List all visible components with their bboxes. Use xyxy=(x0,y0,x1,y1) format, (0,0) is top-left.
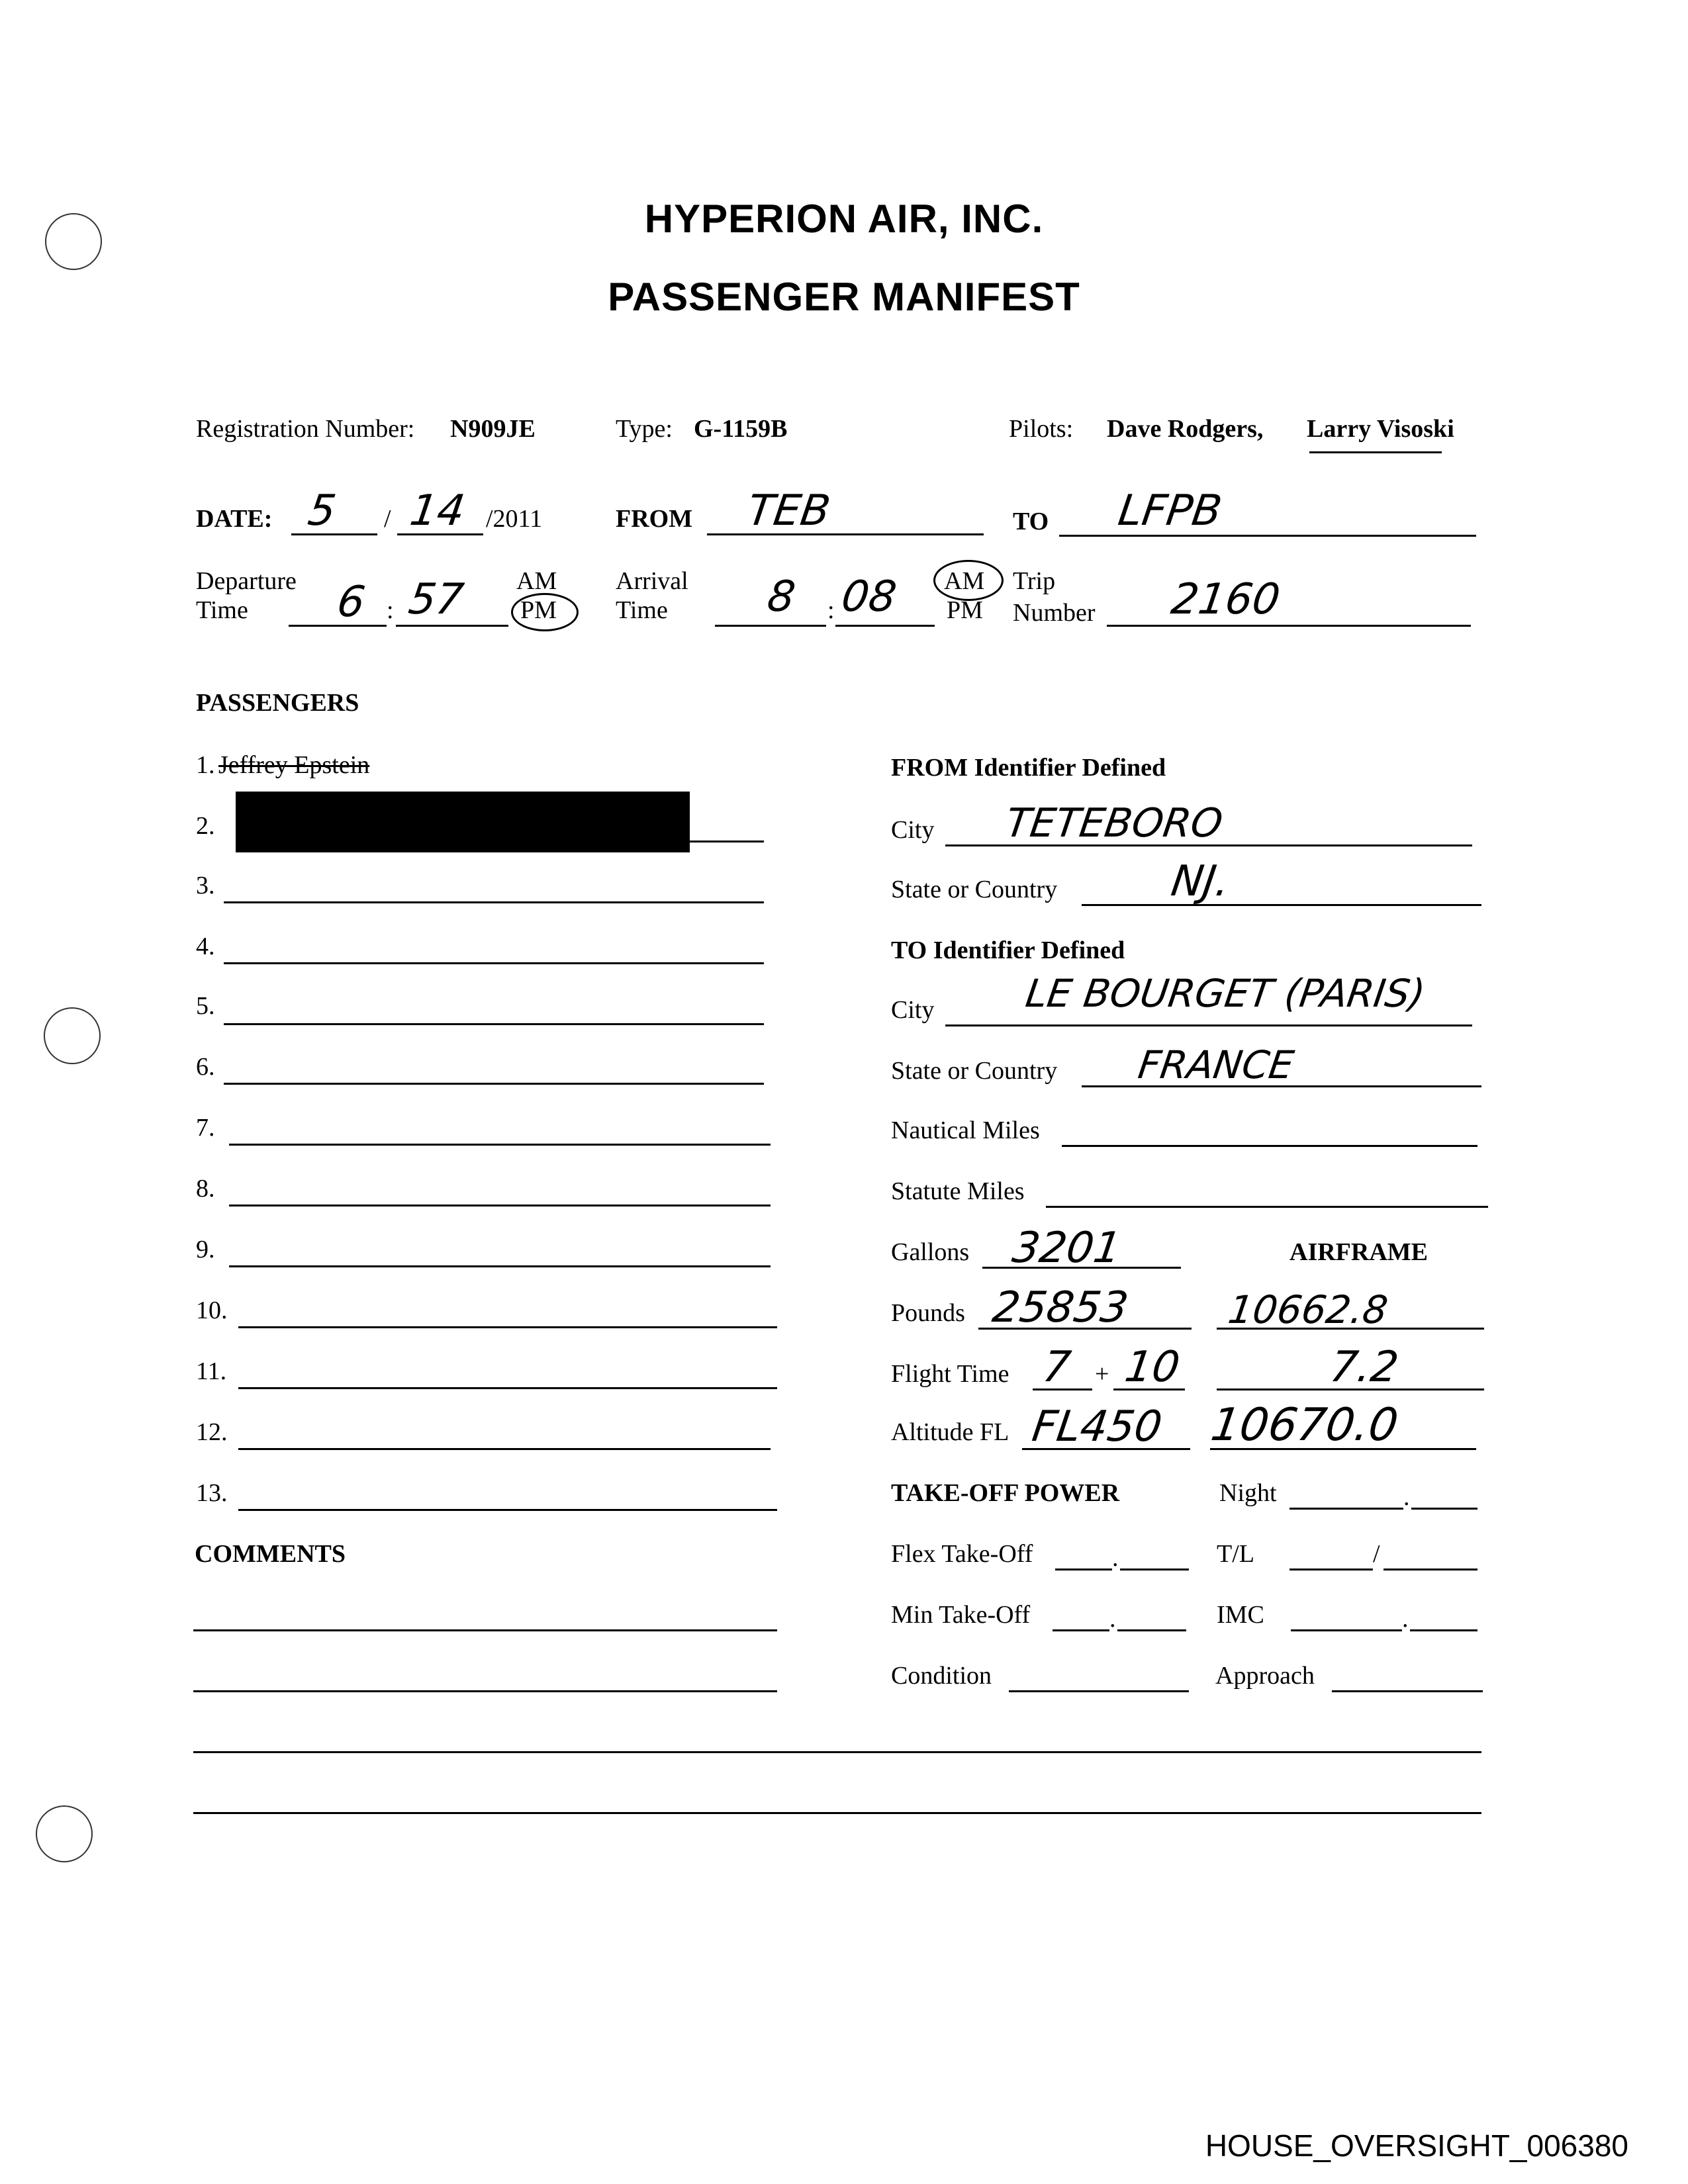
date-month: 5 xyxy=(305,486,339,535)
pounds-label: Pounds xyxy=(891,1299,965,1327)
passenger-8-number: 8. xyxy=(196,1175,215,1203)
departure-pm-circle xyxy=(511,593,579,631)
registration-label: Registration Number: xyxy=(196,415,415,443)
from-value: TEB xyxy=(744,486,833,535)
flight-time-label: Flight Time xyxy=(891,1360,1009,1388)
arrival-am: AM xyxy=(944,567,985,595)
punch-hole-bottom xyxy=(36,1805,93,1862)
approach-label: Approach xyxy=(1215,1662,1315,1690)
arrival-hour-line xyxy=(715,625,826,627)
pilots-label: Pilots: xyxy=(1009,415,1074,443)
statute-miles-line xyxy=(1046,1206,1488,1208)
flex-takeoff-label: Flex Take-Off xyxy=(891,1540,1033,1568)
departure-minute-line xyxy=(396,625,508,627)
arrival-colon: : xyxy=(827,596,835,624)
from-identifier-heading: FROM Identifier Defined xyxy=(891,754,1166,782)
passenger-5-line xyxy=(224,1023,764,1025)
comments-line-4 xyxy=(193,1812,1481,1814)
condition-label: Condition xyxy=(891,1662,992,1690)
to-label: TO xyxy=(1013,508,1049,535)
to-state-label: State or Country xyxy=(891,1057,1058,1085)
imc-line-1 xyxy=(1291,1629,1402,1631)
departure-minute: 57 xyxy=(405,575,467,624)
passenger-13-line xyxy=(238,1509,777,1511)
flex-dot: . xyxy=(1112,1544,1119,1572)
bates-number: HOUSE_OVERSIGHT_006380 xyxy=(1205,2128,1628,2163)
nautical-miles-label: Nautical Miles xyxy=(891,1116,1040,1144)
takeoff-heading: TAKE-OFF POWER xyxy=(891,1479,1120,1507)
date-label: DATE: xyxy=(196,505,273,533)
night-line-1 xyxy=(1289,1508,1403,1510)
arrival-pm: PM xyxy=(947,596,983,624)
from-city-label: City xyxy=(891,816,935,844)
statute-miles-label: Statute Miles xyxy=(891,1177,1025,1205)
form-title: PASSENGER MANIFEST xyxy=(608,275,1080,319)
passenger-9-line xyxy=(229,1265,771,1267)
pilot-2: Larry Visoski xyxy=(1307,415,1454,443)
comments-line-2 xyxy=(193,1690,777,1692)
punch-hole-middle xyxy=(44,1007,101,1064)
passenger-3-line xyxy=(224,901,764,903)
passenger-11-line xyxy=(238,1387,777,1389)
condition-line xyxy=(1009,1690,1189,1692)
passenger-6-line xyxy=(224,1083,764,1085)
arrival-am-circle xyxy=(933,560,1004,601)
min-dot: . xyxy=(1109,1605,1116,1633)
redaction-box xyxy=(236,792,690,852)
tl-slash: / xyxy=(1373,1540,1380,1568)
passenger-4-line xyxy=(224,962,764,964)
passenger-2-number: 2. xyxy=(196,812,215,840)
trip-label-1: Trip xyxy=(1013,567,1056,595)
night-line-2 xyxy=(1411,1508,1477,1510)
comments-line-1 xyxy=(193,1629,777,1631)
from-state-value: NJ. xyxy=(1168,857,1233,906)
arrival-minute: 08 xyxy=(838,572,900,621)
company-title: HYPERION AIR, INC. xyxy=(644,197,1044,241)
trip-number-line xyxy=(1107,625,1471,627)
date-sep: / xyxy=(384,505,391,533)
passenger-10-line xyxy=(238,1326,777,1328)
comments-line-3 xyxy=(193,1751,1481,1753)
flex-line-2 xyxy=(1120,1569,1189,1570)
tl-line-1 xyxy=(1289,1569,1373,1570)
passenger-1-name: Jeffrey Epstein xyxy=(218,751,370,779)
passenger-5-number: 5. xyxy=(196,992,215,1020)
registration-value: N909JE xyxy=(450,415,536,443)
departure-label-2: Time xyxy=(196,596,248,624)
arrival-label-2: Time xyxy=(616,596,668,624)
passenger-11-number: 11. xyxy=(196,1357,227,1385)
gallons-value: 3201 xyxy=(1009,1224,1125,1273)
to-city-label: City xyxy=(891,996,935,1024)
departure-pm: PM xyxy=(520,596,557,624)
from-state-line xyxy=(1082,904,1481,906)
approach-line xyxy=(1332,1690,1483,1692)
date-month-line xyxy=(291,533,377,535)
departure-label-1: Departure xyxy=(196,567,297,595)
passenger-8-line xyxy=(229,1205,771,1206)
to-city-value: LE BOURGET (PARIS) xyxy=(1023,971,1429,1016)
type-label: Type: xyxy=(616,415,673,443)
passenger-7-number: 7. xyxy=(196,1114,215,1142)
to-city-line xyxy=(945,1024,1472,1026)
passenger-12-line xyxy=(238,1448,771,1450)
pilot-2-underline xyxy=(1309,451,1442,453)
from-label: FROM xyxy=(616,505,693,533)
tl-label: T/L xyxy=(1217,1540,1254,1568)
to-state-value: FRANCE xyxy=(1135,1042,1297,1087)
type-value: G-1159B xyxy=(694,415,788,443)
to-identifier-heading: TO Identifier Defined xyxy=(891,936,1125,964)
arrival-minute-line xyxy=(835,625,935,627)
altitude-value: FL450 xyxy=(1029,1402,1165,1451)
passengers-heading: PASSENGERS xyxy=(196,689,359,717)
passenger-7-line xyxy=(229,1144,771,1146)
flex-line-1 xyxy=(1055,1569,1112,1570)
night-dot: . xyxy=(1403,1483,1410,1511)
airframe-altitude: 10670.0 xyxy=(1207,1399,1401,1451)
tl-line-2 xyxy=(1383,1569,1477,1570)
trip-number: 2160 xyxy=(1168,575,1284,624)
night-label: Night xyxy=(1219,1479,1277,1507)
imc-line-2 xyxy=(1410,1629,1477,1631)
date-year: /2011 xyxy=(486,505,543,533)
altitude-label: Altitude FL xyxy=(891,1418,1009,1446)
to-value: LFPB xyxy=(1115,486,1225,535)
from-city-value: TETEBORO xyxy=(1003,800,1226,846)
passenger-12-number: 12. xyxy=(196,1418,228,1446)
passenger-2-line xyxy=(690,841,764,842)
passenger-9-number: 9. xyxy=(196,1236,215,1263)
pilot-1: Dave Rodgers, xyxy=(1107,415,1264,443)
passenger-10-number: 10. xyxy=(196,1297,228,1324)
departure-colon: : xyxy=(387,596,394,624)
airframe-label: AIRFRAME xyxy=(1289,1238,1428,1266)
min-line-2 xyxy=(1117,1629,1186,1631)
imc-dot: . xyxy=(1402,1605,1409,1633)
passenger-6-number: 6. xyxy=(196,1053,215,1081)
nautical-miles-line xyxy=(1062,1145,1477,1147)
passenger-4-number: 4. xyxy=(196,933,215,960)
arrival-hour: 8 xyxy=(764,572,798,621)
passenger-13-number: 13. xyxy=(196,1479,228,1507)
airframe-pounds: 10662.8 xyxy=(1225,1287,1391,1332)
departure-am: AM xyxy=(516,567,557,595)
passenger-1-number: 1. xyxy=(196,751,215,779)
airframe-time: 7.2 xyxy=(1327,1343,1401,1392)
pounds-value: 25853 xyxy=(989,1283,1131,1332)
from-state-label: State or Country xyxy=(891,876,1058,903)
imc-label: IMC xyxy=(1217,1601,1264,1629)
min-line-1 xyxy=(1053,1629,1109,1631)
flight-time-hours: 7 xyxy=(1039,1343,1074,1392)
flight-time-minutes: 10 xyxy=(1121,1343,1183,1392)
comments-heading: COMMENTS xyxy=(195,1540,346,1568)
date-day: 14 xyxy=(406,486,468,535)
passenger-3-number: 3. xyxy=(196,872,215,899)
gallons-label: Gallons xyxy=(891,1238,970,1266)
trip-label-2: Number xyxy=(1013,599,1096,627)
departure-hour: 6 xyxy=(334,578,368,627)
arrival-label-1: Arrival xyxy=(616,567,688,595)
min-takeoff-label: Min Take-Off xyxy=(891,1601,1031,1629)
flight-time-plus: + xyxy=(1095,1360,1109,1388)
